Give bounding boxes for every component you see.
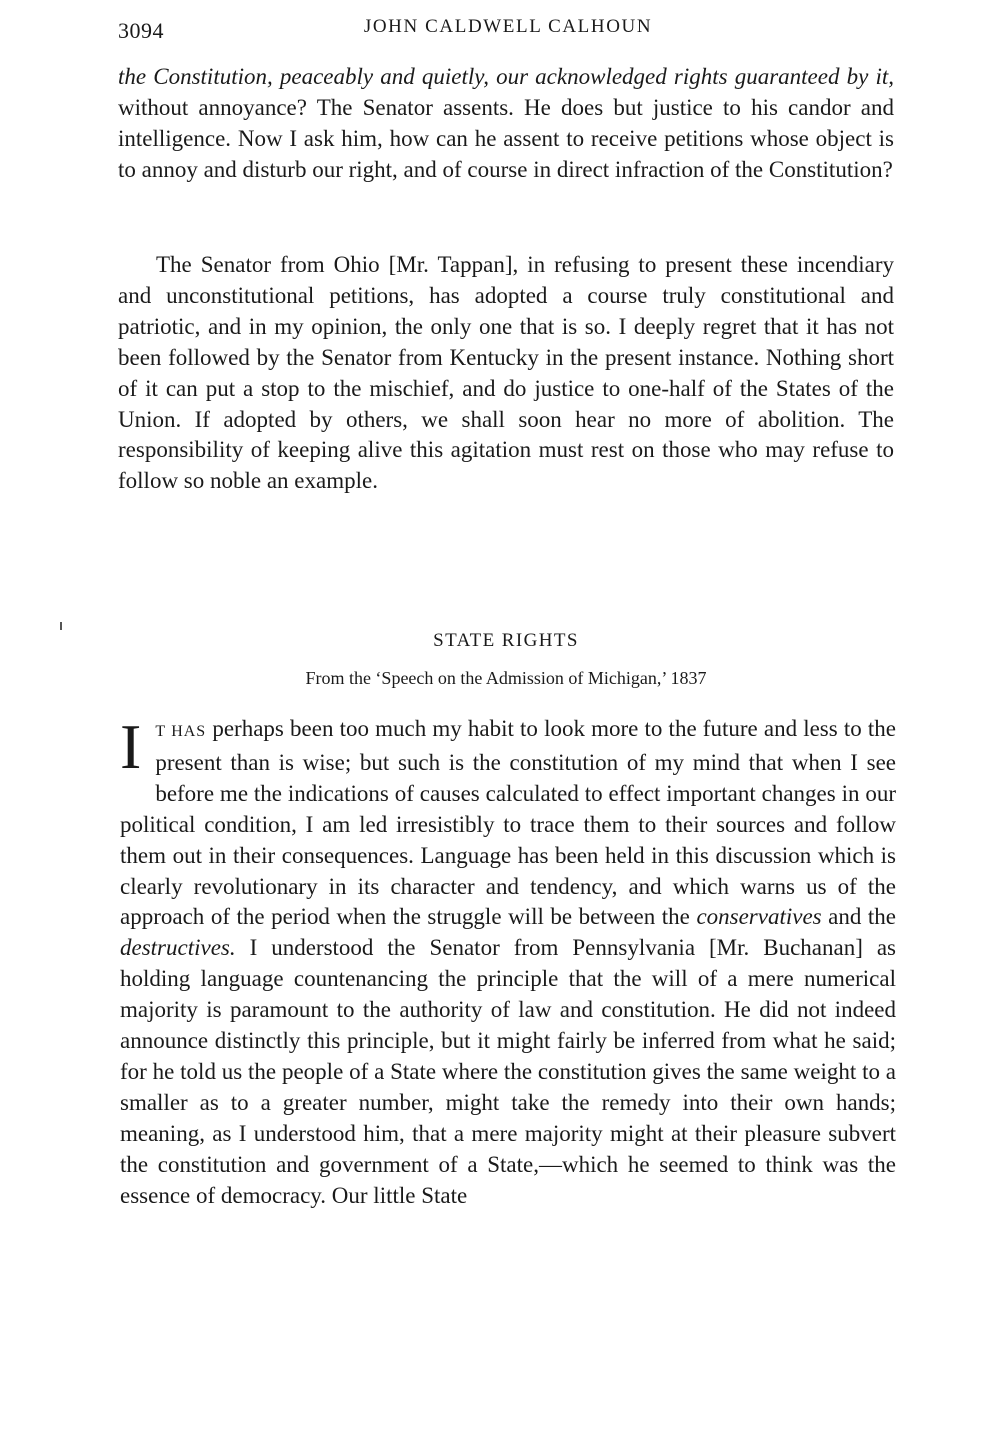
paragraph-3 (120, 711, 897, 1212)
paragraph-text: without annoyance? The Senator assents. He does but justice to his candor and intelligence. Now I ask him, how can he assent to receive petitions whose object is to annoy and disturb our right, and of course in direct infraction of the Constitution? (118, 94, 894, 182)
paragraph-2 (118, 250, 894, 497)
paragraph-text: perhaps been too much my habit to look more to the future and less to the present than is wise; but such is the constitution of my mind that when I see before me the indications of causes calculated to effect important changes in our political condition, I am led irresistibly to trace them to their sources and follow them out in their consequences. Language has been held in this discussion which is clearly revolutionary in its character and tendency, and which warns us of the approach of the period when the struggle will be between the (120, 716, 896, 930)
running-head (118, 10, 898, 50)
page-number: 3094 (118, 18, 164, 43)
italic-phrase: the Constitution, peaceably and quietly, our acknowledged rights guaranteed by it, (118, 64, 894, 89)
stray-mark (60, 622, 62, 630)
smallcaps-lead: T HAS (155, 723, 207, 740)
italic-word: conservatives (696, 904, 822, 930)
paragraph-text: I understood the Senator from Pennsylvania [Mr. Buchanan] as holding language countenancing the principle that the will of a mere numerical majority is paramount to the authority of law and constitution. He did not indeed announce distinctly this principle, but it might fairly be inferred from what he said; for he told us the people of a State where the constitution gives the same weight to a smaller as to a greater number, might take the remedy into their own hands; meaning, as I understood him, that a mere majority might at their pleasure subvert the constitution and government of a State,—which he seemed to think was the essence of democracy. Our little State (120, 935, 896, 1208)
paragraph-text: and the (821, 904, 897, 930)
paragraph-text: The Senator from Ohio [Mr. Tappan], in refusing to present these incendiary and unconstitutional petitions, has adopted a course truly constitutional and patriotic, and in my opinion, the only one that is so. I deeply regret that it has not been followed by the Senator from Kentucky in the present instance. Nothing short of it can put a stop to the mischief, and do justice to one-half of the States of the Union. If adopted by others, we shall soon hear no more of abolition. The responsibility of keeping alive this agitation must rest on those who may refuse to follow so noble an example. (118, 252, 894, 494)
drop-cap: I (120, 711, 142, 782)
section-subtitle: From the ‘Speech on the Admission of Michigan,’ 1837 (305, 668, 707, 688)
paragraph-1 (118, 62, 894, 186)
running-title: JOHN CALDWELL CALHOUN (363, 16, 653, 37)
italic-word: destructives. (120, 935, 236, 961)
section-title: STATE RIGHTS (433, 630, 579, 651)
